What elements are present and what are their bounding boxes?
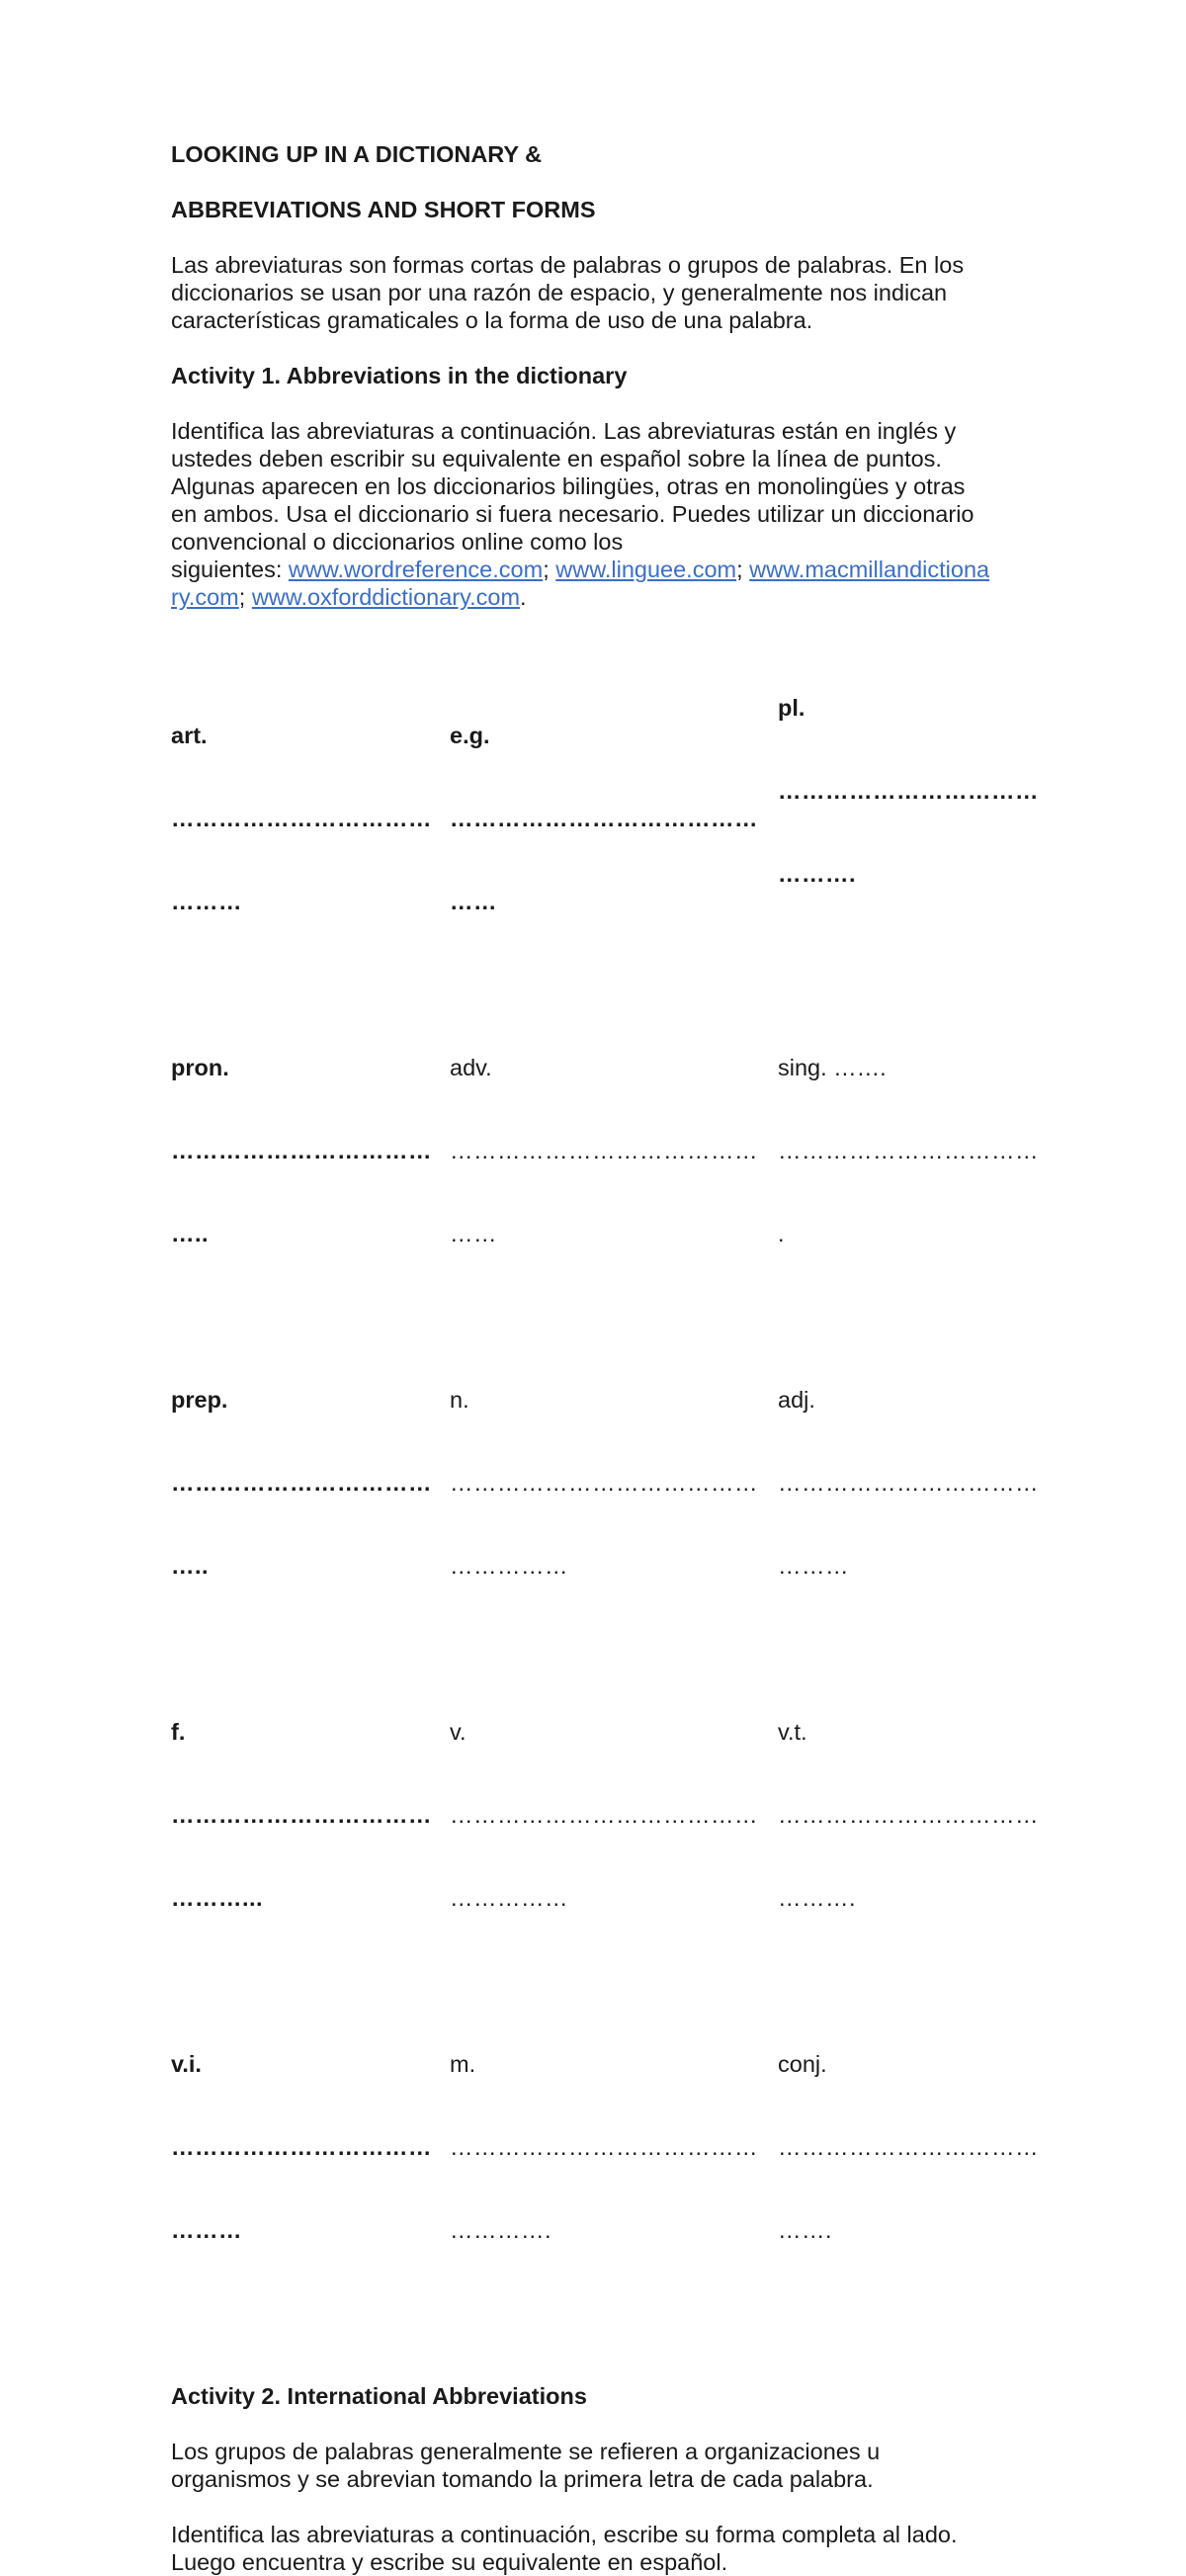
- abbr-pron: pron.: [171, 1055, 229, 1080]
- grid-row: [171, 998, 1041, 1303]
- activity-2-para-line: Luego encuentra y escribe su equivalente en español.: [171, 2549, 728, 2575]
- blank-line[interactable]: ……………: [450, 1885, 568, 1911]
- grid-cell: [171, 998, 450, 1303]
- link-separator: ;: [736, 557, 750, 582]
- blank-line[interactable]: …………………………………: [450, 1470, 758, 1496]
- blank-line[interactable]: …………………………………: [450, 1802, 758, 1828]
- blank-line[interactable]: ……………………………: [778, 1138, 1039, 1163]
- blank-line[interactable]: …….: [778, 2217, 833, 2243]
- blank-line[interactable]: ……………………………: [171, 2134, 432, 2160]
- grid-cell: [778, 1995, 1037, 2299]
- grid-cell: [171, 1331, 450, 1635]
- links-prefix: siguientes:: [171, 557, 289, 582]
- blank-line[interactable]: .: [778, 1221, 786, 1246]
- title-line-1: LOOKING UP IN A DICTIONARY &: [171, 141, 543, 167]
- link-macmillan-cont[interactable]: ry.com: [171, 584, 239, 610]
- blank-line[interactable]: ……: [450, 1221, 497, 1246]
- intro-line: diccionarios se usan por una razón de espacio, y generalmente nos indican: [171, 280, 948, 305]
- blank-line[interactable]: ……………………………: [778, 1802, 1039, 1828]
- blank-line[interactable]: …..: [171, 1221, 210, 1246]
- blank-line[interactable]: ………...: [171, 1885, 264, 1911]
- blank-line[interactable]: ………….: [450, 2217, 552, 2243]
- blank-line[interactable]: ……………………………: [171, 806, 432, 831]
- links-end: .: [520, 584, 527, 610]
- link-macmillan[interactable]: www.macmillandictiona: [749, 557, 990, 582]
- blank-line[interactable]: ……: [450, 889, 497, 914]
- intro-line: características gramaticales o la forma de uso de una palabra.: [171, 307, 813, 333]
- grid-cell: [450, 998, 778, 1303]
- intro-line: Las abreviaturas son formas cortas de palabras o grupos de palabras. En los: [171, 252, 965, 278]
- abbr-adv: adv.: [450, 1055, 492, 1080]
- grid-row: [171, 1331, 1041, 1635]
- abbr-art: art.: [171, 723, 208, 748]
- instruction-line: en ambos. Usa el diccionario si fuera necesario. Puedes utilizar un diccionario: [171, 501, 974, 527]
- blank-line[interactable]: ……………………………: [778, 1470, 1039, 1496]
- activity-2-para-line: Los grupos de palabras generalmente se refieren a organizaciones u: [171, 2439, 881, 2464]
- blank-line[interactable]: ……….: [778, 1885, 857, 1911]
- title-line-2: ABBREVIATIONS AND SHORT FORMS: [171, 197, 596, 222]
- link-linguee[interactable]: www.linguee.com: [555, 557, 737, 582]
- activity-1-heading: Activity 1. Abbreviations in the dictionary: [171, 363, 628, 388]
- grid-cell: [450, 639, 778, 971]
- abbr-m: m.: [450, 2051, 476, 2077]
- instruction-line: ustedes deben escribir su equivalente en español sobre la línea de puntos.: [171, 446, 942, 472]
- blank-line[interactable]: ………: [171, 2217, 242, 2243]
- links-line-2: [171, 583, 1041, 611]
- abbr-eg: e.g.: [450, 723, 490, 748]
- instruction-line: Identifica las abreviaturas a continuación. Las abreviaturas están en inglés y: [171, 418, 957, 444]
- link-separator: ;: [238, 584, 252, 610]
- blank-line[interactable]: ……………………………: [778, 2134, 1039, 2160]
- grid-cell: [450, 1995, 778, 2299]
- link-wordreference[interactable]: www.wordreference.com: [288, 557, 544, 582]
- blank-line[interactable]: ……………………………: [778, 778, 1039, 804]
- abbr-n: n.: [450, 1387, 469, 1413]
- grid-cell: [171, 1995, 450, 2299]
- blank-line[interactable]: ……………………………: [171, 1802, 432, 1828]
- abbr-vi: v.i.: [171, 2051, 202, 2077]
- document-page: [171, 140, 1041, 2576]
- instruction-line: Algunas aparecen en los diccionarios bilingües, otras en monolingües y otras: [171, 473, 966, 499]
- blank-line[interactable]: ……………………………: [171, 1470, 432, 1496]
- abbr-adj: adj.: [778, 1387, 815, 1413]
- grid-cell: [778, 1331, 1037, 1635]
- abbr-pl: pl.: [778, 695, 805, 721]
- abbr-vt: v.t.: [778, 1719, 807, 1745]
- blank-line[interactable]: ……….: [778, 861, 857, 887]
- abbr-prep: prep.: [171, 1387, 228, 1413]
- grid-cell: [450, 1331, 778, 1635]
- grid-cell: [778, 639, 1037, 971]
- grid-row: [171, 1663, 1041, 1967]
- blank-line[interactable]: ………: [171, 889, 242, 914]
- blank-line[interactable]: ……………………………: [171, 1138, 432, 1163]
- grid-cell: [171, 639, 450, 971]
- blank-line[interactable]: …..: [171, 1553, 210, 1579]
- links-line: [171, 556, 1041, 583]
- link-oxford[interactable]: www.oxforddictionary.com: [251, 584, 521, 610]
- grid-row: [171, 1995, 1041, 2299]
- grid-cell: [450, 1663, 778, 1967]
- blank-line[interactable]: …………………………………: [450, 2134, 758, 2160]
- abbr-f: f.: [171, 1719, 186, 1745]
- blank-line[interactable]: …………………………………: [450, 806, 758, 831]
- blank-line[interactable]: ………: [778, 1553, 849, 1579]
- abbr-v: v.: [450, 1719, 466, 1745]
- blank-line[interactable]: ……………: [450, 1553, 568, 1579]
- blank-line[interactable]: …………………………………: [450, 1138, 758, 1163]
- activity-2-heading: Activity 2. International Abbreviations: [171, 2383, 587, 2409]
- grid-cell: [778, 998, 1037, 1303]
- instruction-line: convencional o diccionarios online como los: [171, 529, 624, 555]
- grid-cell: [778, 1663, 1037, 1967]
- abbr-conj: conj.: [778, 2051, 827, 2077]
- abbreviation-grid: [171, 639, 1041, 2299]
- abbr-sing: sing. …….: [778, 1055, 887, 1080]
- link-separator: ;: [543, 557, 556, 582]
- grid-cell: [171, 1663, 450, 1967]
- activity-2-para-line: Identifica las abreviaturas a continuación, escribe su forma completa al lado.: [171, 2522, 958, 2547]
- activity-2-para-line: organismos y se abrevian tomando la primera letra de cada palabra.: [171, 2466, 874, 2492]
- grid-row: [171, 639, 1041, 971]
